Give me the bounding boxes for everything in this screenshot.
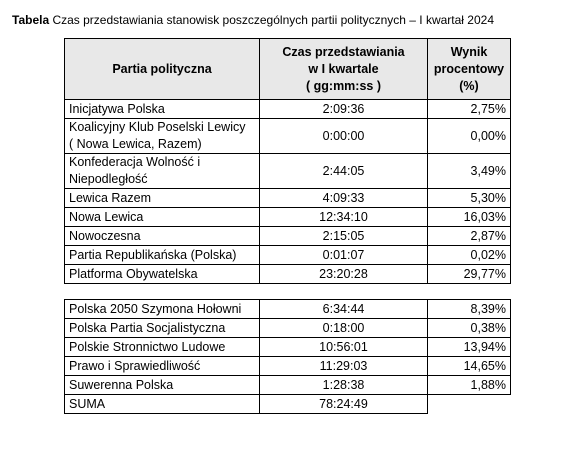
party-time: 2:09:36 (260, 100, 428, 119)
party-name: Nowoczesna (65, 227, 260, 246)
party-pct: 16,03% (428, 208, 511, 227)
table-row (65, 300, 511, 319)
party-pct: 29,77% (428, 265, 511, 284)
header-row (65, 39, 511, 100)
table-caption (12, 13, 494, 27)
header-time-line3: ( gg:mm:ss ) (306, 78, 381, 93)
sum-row (65, 395, 511, 414)
table-row (65, 189, 511, 208)
table-row (65, 154, 511, 189)
party-time: 4:09:33 (260, 189, 428, 208)
party-name: Polska 2050 Szymona Hołowni (65, 300, 260, 319)
party-pct: 8,39% (428, 300, 511, 319)
party-pct: 3,49% (428, 154, 511, 189)
caption-lead: Tabela (12, 13, 50, 27)
party-time: 6:34:44 (260, 300, 428, 319)
party-time: 2:44:05 (260, 154, 428, 189)
table-row (65, 208, 511, 227)
party-time-table-bottom (64, 299, 511, 414)
party-pct: 5,30% (428, 189, 511, 208)
party-name: Suwerenna Polska (65, 376, 260, 395)
party-pct: 0,02% (428, 246, 511, 265)
header-pct-line2: procentowy (433, 61, 505, 76)
table-row (65, 319, 511, 338)
party-time: 12:34:10 (260, 208, 428, 227)
table-row (65, 119, 511, 154)
party-name: Platforma Obywatelska (65, 265, 260, 284)
party-pct: 1,88% (428, 376, 511, 395)
table-row (65, 357, 511, 376)
sum-empty-cell (428, 395, 511, 414)
sum-time: 78:24:49 (260, 395, 428, 414)
party-name: Lewica Razem (65, 189, 260, 208)
table-row (65, 376, 511, 395)
header-pct (428, 39, 511, 100)
party-time: 10:56:01 (260, 338, 428, 357)
party-name: Nowa Lewica (65, 208, 260, 227)
party-time: 1:28:38 (260, 376, 428, 395)
party-name: Konfederacja Wolność i Niepodległość (65, 154, 260, 189)
party-name: Inicjatywa Polska (65, 100, 260, 119)
party-pct: 14,65% (428, 357, 511, 376)
caption-text: Czas przedstawiania stanowisk poszczególnych partii politycznych – I kwartał 2024 (49, 13, 495, 27)
party-time: 0:00:00 (260, 119, 428, 154)
sum-label: SUMA (65, 395, 260, 414)
party-time: 11:29:03 (260, 357, 428, 376)
party-time-table-top (64, 38, 511, 284)
table-row (65, 338, 511, 357)
party-pct: 13,94% (428, 338, 511, 357)
party-pct: 0,00% (428, 119, 511, 154)
party-pct: 2,75% (428, 100, 511, 119)
header-time (260, 39, 428, 100)
table-row (65, 265, 511, 284)
table-row (65, 246, 511, 265)
party-pct: 0,38% (428, 319, 511, 338)
header-pct-line1: Wynik (450, 44, 488, 59)
party-name: Prawo i Sprawiedliwość (65, 357, 260, 376)
table-row (65, 227, 511, 246)
party-time: 23:20:28 (260, 265, 428, 284)
header-time-line1: Czas przedstawiania (282, 44, 405, 59)
party-name: Partia Republikańska (Polska) (65, 246, 260, 265)
header-pct-line3: (%) (459, 78, 479, 93)
party-pct: 2,87% (428, 227, 511, 246)
party-time: 0:01:07 (260, 246, 428, 265)
header-party: Partia polityczna (65, 39, 260, 100)
party-name: Koalicyjny Klub Poselski Lewicy ( Nowa Lewica, Razem) (65, 119, 260, 154)
table-row (65, 100, 511, 119)
party-time: 2:15:05 (260, 227, 428, 246)
header-time-line2: w I kwartale (308, 61, 379, 76)
party-time: 0:18:00 (260, 319, 428, 338)
party-name: Polskie Stronnictwo Ludowe (65, 338, 260, 357)
party-name: Polska Partia Socjalistyczna (65, 319, 260, 338)
